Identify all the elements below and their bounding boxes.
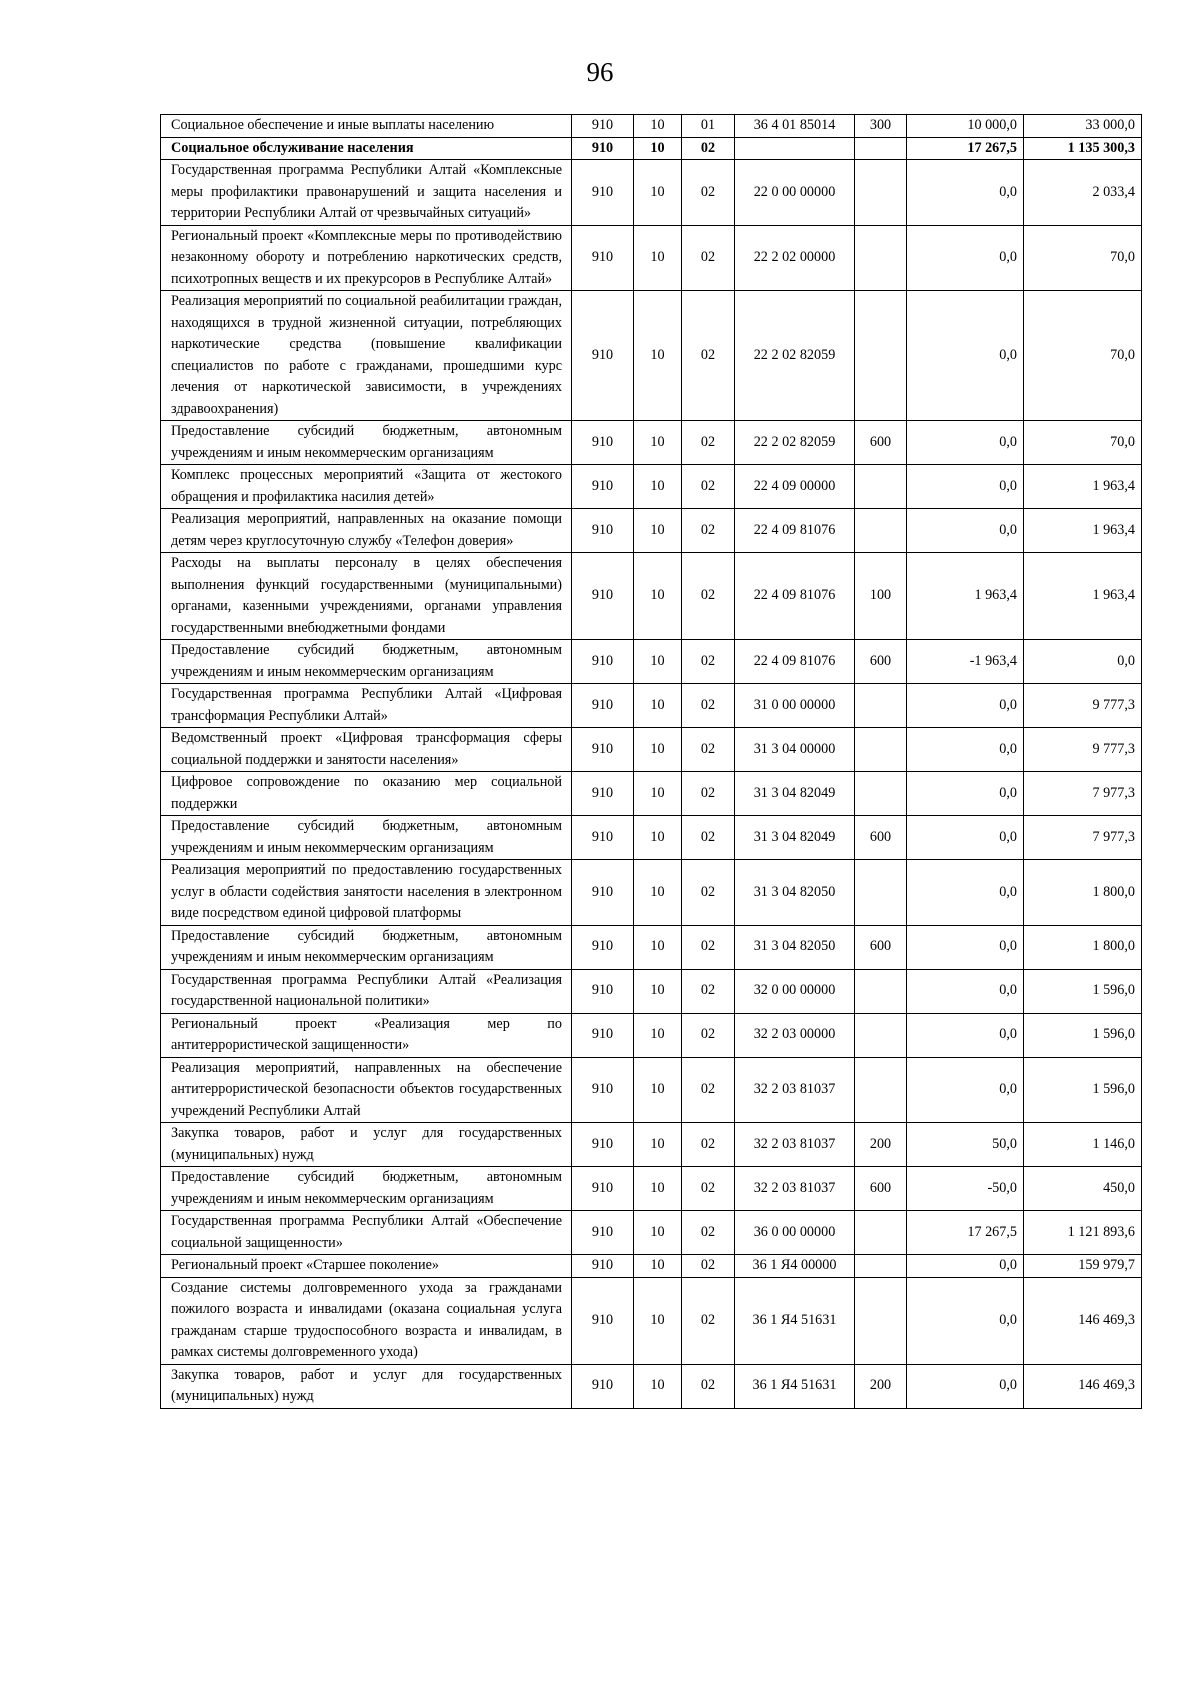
section-code-cell: 10 xyxy=(634,1255,682,1278)
section-code-cell: 10 xyxy=(634,115,682,138)
target-article-cell: 22 2 02 82059 xyxy=(735,291,855,421)
subsection-code-cell: 02 xyxy=(682,728,735,772)
subsection-code-cell: 02 xyxy=(682,1123,735,1167)
table-row xyxy=(161,969,1142,1013)
subsection-code-cell: 02 xyxy=(682,465,735,509)
section-code-cell: 10 xyxy=(634,160,682,226)
total-amount-cell: 7 977,3 xyxy=(1024,772,1142,816)
ministry-code-cell: 910 xyxy=(572,772,634,816)
total-amount-cell: 33 000,0 xyxy=(1024,115,1142,138)
subsection-code-cell: 02 xyxy=(682,225,735,291)
total-amount-cell: 0,0 xyxy=(1024,640,1142,684)
total-amount-cell: 450,0 xyxy=(1024,1167,1142,1211)
row-name-cell: Государственная программа Республики Алтай «Реализация государственной национальной политики» xyxy=(161,969,572,1013)
row-name-cell: Предоставление субсидий бюджетным, автономным учреждениям и иным некоммерческим организациям xyxy=(161,640,572,684)
section-code-cell: 10 xyxy=(634,772,682,816)
ministry-code-cell: 910 xyxy=(572,115,634,138)
subsection-code-cell: 01 xyxy=(682,115,735,138)
section-code-cell: 10 xyxy=(634,1167,682,1211)
change-amount-cell: 17 267,5 xyxy=(907,1211,1024,1255)
total-amount-cell: 1 800,0 xyxy=(1024,860,1142,926)
total-amount-cell: 7 977,3 xyxy=(1024,816,1142,860)
ministry-code-cell: 910 xyxy=(572,1057,634,1123)
expense-type-cell xyxy=(855,1013,907,1057)
table-row xyxy=(161,509,1142,553)
section-code-cell: 10 xyxy=(634,860,682,926)
total-amount-cell: 9 777,3 xyxy=(1024,728,1142,772)
table-row xyxy=(161,421,1142,465)
row-name-cell: Реализация мероприятий по предоставлению государственных услуг в области содействия занятости населения в электронном виде посредством единой цифровой платформы xyxy=(161,860,572,926)
section-code-cell: 10 xyxy=(634,137,682,160)
expense-type-cell xyxy=(855,860,907,926)
expense-type-cell xyxy=(855,137,907,160)
table-row xyxy=(161,1364,1142,1408)
change-amount-cell: 0,0 xyxy=(907,925,1024,969)
ministry-code-cell: 910 xyxy=(572,816,634,860)
change-amount-cell: 0,0 xyxy=(907,160,1024,226)
total-amount-cell: 1 800,0 xyxy=(1024,925,1142,969)
expense-type-cell xyxy=(855,772,907,816)
total-amount-cell: 2 033,4 xyxy=(1024,160,1142,226)
change-amount-cell: 0,0 xyxy=(907,728,1024,772)
section-code-cell: 10 xyxy=(634,509,682,553)
subsection-code-cell: 02 xyxy=(682,1255,735,1278)
change-amount-cell: -1 963,4 xyxy=(907,640,1024,684)
row-name-cell: Социальное обеспечение и иные выплаты населению xyxy=(161,115,572,138)
total-amount-cell: 70,0 xyxy=(1024,225,1142,291)
change-amount-cell: 0,0 xyxy=(907,421,1024,465)
section-code-cell: 10 xyxy=(634,728,682,772)
section-code-cell: 10 xyxy=(634,421,682,465)
ministry-code-cell: 910 xyxy=(572,860,634,926)
change-amount-cell: 0,0 xyxy=(907,1277,1024,1364)
expense-type-cell xyxy=(855,160,907,226)
table-row xyxy=(161,291,1142,421)
target-article-cell: 32 2 03 81037 xyxy=(735,1123,855,1167)
change-amount-cell: 0,0 xyxy=(907,816,1024,860)
target-article-cell: 31 3 04 82050 xyxy=(735,925,855,969)
subsection-code-cell: 02 xyxy=(682,816,735,860)
target-article-cell: 31 3 04 82049 xyxy=(735,772,855,816)
target-article-cell: 31 0 00 00000 xyxy=(735,684,855,728)
ministry-code-cell: 910 xyxy=(572,1211,634,1255)
change-amount-cell: 1 963,4 xyxy=(907,553,1024,640)
row-name-cell: Региональный проект «Старшее поколение» xyxy=(161,1255,572,1278)
table-row xyxy=(161,640,1142,684)
row-name-cell: Государственная программа Республики Алтай «Цифровая трансформация Республики Алтай» xyxy=(161,684,572,728)
ministry-code-cell: 910 xyxy=(572,291,634,421)
target-article-cell: 32 2 03 81037 xyxy=(735,1167,855,1211)
expense-type-cell xyxy=(855,1211,907,1255)
ministry-code-cell: 910 xyxy=(572,1364,634,1408)
subsection-code-cell: 02 xyxy=(682,160,735,226)
subsection-code-cell: 02 xyxy=(682,421,735,465)
target-article-cell: 36 0 00 00000 xyxy=(735,1211,855,1255)
ministry-code-cell: 910 xyxy=(572,1123,634,1167)
section-code-cell: 10 xyxy=(634,291,682,421)
target-article-cell: 22 4 09 81076 xyxy=(735,509,855,553)
table-row xyxy=(161,1167,1142,1211)
target-article-cell: 36 1 Я4 00000 xyxy=(735,1255,855,1278)
section-code-cell: 10 xyxy=(634,1364,682,1408)
row-name-cell: Социальное обслуживание населения xyxy=(161,137,572,160)
ministry-code-cell: 910 xyxy=(572,1013,634,1057)
table-row xyxy=(161,115,1142,138)
expense-type-cell xyxy=(855,225,907,291)
table-row xyxy=(161,772,1142,816)
ministry-code-cell: 910 xyxy=(572,509,634,553)
row-name-cell: Реализация мероприятий по социальной реабилитации граждан, находящихся в трудной жизненной ситуации, потребляющих наркотические средства (повышение квалификации специалистов по работе с гражданами, прошедшими курс лечения от наркотической зависимости, в учреждениях здравоохранения) xyxy=(161,291,572,421)
change-amount-cell: 0,0 xyxy=(907,509,1024,553)
ministry-code-cell: 910 xyxy=(572,1277,634,1364)
target-article-cell: 36 1 Я4 51631 xyxy=(735,1364,855,1408)
change-amount-cell: 50,0 xyxy=(907,1123,1024,1167)
subsection-code-cell: 02 xyxy=(682,509,735,553)
row-name-cell: Ведомственный проект «Цифровая трансформация сферы социальной поддержки и занятости населения» xyxy=(161,728,572,772)
section-code-cell: 10 xyxy=(634,684,682,728)
expense-type-cell xyxy=(855,1277,907,1364)
total-amount-cell: 1 596,0 xyxy=(1024,969,1142,1013)
target-article-cell: 31 3 04 82049 xyxy=(735,816,855,860)
total-amount-cell: 70,0 xyxy=(1024,291,1142,421)
expense-type-cell: 600 xyxy=(855,640,907,684)
row-name-cell: Государственная программа Республики Алтай «Обеспечение социальной защищенности» xyxy=(161,1211,572,1255)
change-amount-cell: 0,0 xyxy=(907,1364,1024,1408)
ministry-code-cell: 910 xyxy=(572,969,634,1013)
section-code-cell: 10 xyxy=(634,553,682,640)
target-article-cell: 36 1 Я4 51631 xyxy=(735,1277,855,1364)
table-row xyxy=(161,1211,1142,1255)
subsection-code-cell: 02 xyxy=(682,684,735,728)
budget-table-body xyxy=(161,115,1142,1409)
row-name-cell: Государственная программа Республики Алтай «Комплексные меры профилактики правонарушений и защита населения и территории Республики Алтай от чрезвычайных ситуаций» xyxy=(161,160,572,226)
expense-type-cell xyxy=(855,465,907,509)
change-amount-cell: 17 267,5 xyxy=(907,137,1024,160)
row-name-cell: Создание системы долговременного ухода за гражданами пожилого возраста и инвалидами (оказана социальная услуга гражданам старше трудоспособного возраста и инвалидам, в рамках системы долговременного ухода) xyxy=(161,1277,572,1364)
expense-type-cell xyxy=(855,291,907,421)
row-name-cell: Предоставление субсидий бюджетным, автономным учреждениям и иным некоммерческим организациям xyxy=(161,925,572,969)
change-amount-cell: 0,0 xyxy=(907,684,1024,728)
table-row xyxy=(161,684,1142,728)
subsection-code-cell: 02 xyxy=(682,291,735,421)
row-name-cell: Предоставление субсидий бюджетным, автономным учреждениям и иным некоммерческим организациям xyxy=(161,421,572,465)
section-code-cell: 10 xyxy=(634,1057,682,1123)
target-article-cell: 22 4 09 81076 xyxy=(735,553,855,640)
subsection-code-cell: 02 xyxy=(682,1057,735,1123)
expense-type-cell: 600 xyxy=(855,816,907,860)
table-row xyxy=(161,1057,1142,1123)
change-amount-cell: 10 000,0 xyxy=(907,115,1024,138)
ministry-code-cell: 910 xyxy=(572,553,634,640)
subsection-code-cell: 02 xyxy=(682,640,735,684)
change-amount-cell: 0,0 xyxy=(907,1057,1024,1123)
expense-type-cell: 600 xyxy=(855,421,907,465)
subsection-code-cell: 02 xyxy=(682,1364,735,1408)
subsection-code-cell: 02 xyxy=(682,553,735,640)
row-name-cell: Региональный проект «Реализация мер по антитеррористической защищенности» xyxy=(161,1013,572,1057)
expense-type-cell: 200 xyxy=(855,1123,907,1167)
target-article-cell: 22 0 00 00000 xyxy=(735,160,855,226)
ministry-code-cell: 910 xyxy=(572,225,634,291)
ministry-code-cell: 910 xyxy=(572,925,634,969)
change-amount-cell: 0,0 xyxy=(907,465,1024,509)
expense-type-cell: 300 xyxy=(855,115,907,138)
row-name-cell: Закупка товаров, работ и услуг для государственных (муниципальных) нужд xyxy=(161,1364,572,1408)
section-code-cell: 10 xyxy=(634,816,682,860)
change-amount-cell: 0,0 xyxy=(907,225,1024,291)
target-article-cell: 22 2 02 00000 xyxy=(735,225,855,291)
table-row xyxy=(161,1013,1142,1057)
table-row xyxy=(161,728,1142,772)
total-amount-cell: 1 596,0 xyxy=(1024,1013,1142,1057)
target-article-cell: 32 2 03 00000 xyxy=(735,1013,855,1057)
table-row xyxy=(161,1277,1142,1364)
change-amount-cell: 0,0 xyxy=(907,1013,1024,1057)
row-name-cell: Предоставление субсидий бюджетным, автономным учреждениям и иным некоммерческим организациям xyxy=(161,816,572,860)
total-amount-cell: 146 469,3 xyxy=(1024,1277,1142,1364)
section-code-cell: 10 xyxy=(634,465,682,509)
ministry-code-cell: 910 xyxy=(572,137,634,160)
total-amount-cell: 70,0 xyxy=(1024,421,1142,465)
row-name-cell: Реализация мероприятий, направленных на обеспечение антитеррористической безопасности объектов государственных учреждений Республики Алтай xyxy=(161,1057,572,1123)
total-amount-cell: 9 777,3 xyxy=(1024,684,1142,728)
table-row xyxy=(161,1123,1142,1167)
subsection-code-cell: 02 xyxy=(682,925,735,969)
expense-type-cell xyxy=(855,1057,907,1123)
ministry-code-cell: 910 xyxy=(572,728,634,772)
table-row xyxy=(161,137,1142,160)
section-code-cell: 10 xyxy=(634,1013,682,1057)
expense-type-cell: 100 xyxy=(855,553,907,640)
ministry-code-cell: 910 xyxy=(572,1255,634,1278)
table-row xyxy=(161,816,1142,860)
target-article-cell: 22 4 09 00000 xyxy=(735,465,855,509)
subsection-code-cell: 02 xyxy=(682,860,735,926)
subsection-code-cell: 02 xyxy=(682,969,735,1013)
target-article-cell: 36 4 01 85014 xyxy=(735,115,855,138)
change-amount-cell: 0,0 xyxy=(907,772,1024,816)
target-article-cell: 31 3 04 82050 xyxy=(735,860,855,926)
change-amount-cell: 0,0 xyxy=(907,969,1024,1013)
target-article-cell: 32 2 03 81037 xyxy=(735,1057,855,1123)
total-amount-cell: 1 596,0 xyxy=(1024,1057,1142,1123)
table-row xyxy=(161,225,1142,291)
target-article-cell: 22 2 02 82059 xyxy=(735,421,855,465)
row-name-cell: Расходы на выплаты персоналу в целях обеспечения выполнения функций государственными (муниципальными) органами, казенными учреждениями, органами управления государственными внебюджетными фондами xyxy=(161,553,572,640)
total-amount-cell: 1 146,0 xyxy=(1024,1123,1142,1167)
expense-type-cell: 200 xyxy=(855,1364,907,1408)
table-row xyxy=(161,553,1142,640)
expense-type-cell: 600 xyxy=(855,925,907,969)
expense-type-cell xyxy=(855,969,907,1013)
total-amount-cell: 1 963,4 xyxy=(1024,465,1142,509)
ministry-code-cell: 910 xyxy=(572,640,634,684)
target-article-cell xyxy=(735,137,855,160)
row-name-cell: Региональный проект «Комплексные меры по противодействию незаконному обороту и потреблению наркотических средств, психотропных веществ и их прекурсоров в Республике Алтай» xyxy=(161,225,572,291)
target-article-cell: 32 0 00 00000 xyxy=(735,969,855,1013)
expense-type-cell xyxy=(855,1255,907,1278)
ministry-code-cell: 910 xyxy=(572,1167,634,1211)
section-code-cell: 10 xyxy=(634,1277,682,1364)
ministry-code-cell: 910 xyxy=(572,684,634,728)
section-code-cell: 10 xyxy=(634,969,682,1013)
subsection-code-cell: 02 xyxy=(682,1013,735,1057)
total-amount-cell: 1 963,4 xyxy=(1024,553,1142,640)
total-amount-cell: 1 135 300,3 xyxy=(1024,137,1142,160)
table-row xyxy=(161,925,1142,969)
row-name-cell: Реализация мероприятий, направленных на оказание помощи детям через круглосуточную службу «Телефон доверия» xyxy=(161,509,572,553)
subsection-code-cell: 02 xyxy=(682,137,735,160)
section-code-cell: 10 xyxy=(634,925,682,969)
ministry-code-cell: 910 xyxy=(572,465,634,509)
target-article-cell: 31 3 04 00000 xyxy=(735,728,855,772)
subsection-code-cell: 02 xyxy=(682,772,735,816)
expense-type-cell xyxy=(855,684,907,728)
total-amount-cell: 159 979,7 xyxy=(1024,1255,1142,1278)
change-amount-cell: 0,0 xyxy=(907,860,1024,926)
page-number: 96 xyxy=(586,57,614,87)
total-amount-cell: 1 963,4 xyxy=(1024,509,1142,553)
ministry-code-cell: 910 xyxy=(572,160,634,226)
change-amount-cell: 0,0 xyxy=(907,1255,1024,1278)
table-row xyxy=(161,465,1142,509)
section-code-cell: 10 xyxy=(634,1123,682,1167)
expense-type-cell: 600 xyxy=(855,1167,907,1211)
budget-table xyxy=(160,114,1142,1409)
subsection-code-cell: 02 xyxy=(682,1211,735,1255)
row-name-cell: Цифровое сопровождение по оказанию мер социальной поддержки xyxy=(161,772,572,816)
total-amount-cell: 1 121 893,6 xyxy=(1024,1211,1142,1255)
table-row xyxy=(161,1255,1142,1278)
section-code-cell: 10 xyxy=(634,1211,682,1255)
table-row xyxy=(161,160,1142,226)
row-name-cell: Комплекс процессных мероприятий «Защита от жестокого обращения и профилактика насилия детей» xyxy=(161,465,572,509)
ministry-code-cell: 910 xyxy=(572,421,634,465)
section-code-cell: 10 xyxy=(634,225,682,291)
expense-type-cell xyxy=(855,728,907,772)
section-code-cell: 10 xyxy=(634,640,682,684)
change-amount-cell: 0,0 xyxy=(907,291,1024,421)
row-name-cell: Предоставление субсидий бюджетным, автономным учреждениям и иным некоммерческим организациям xyxy=(161,1167,572,1211)
subsection-code-cell: 02 xyxy=(682,1277,735,1364)
expense-type-cell xyxy=(855,509,907,553)
change-amount-cell: -50,0 xyxy=(907,1167,1024,1211)
table-row xyxy=(161,860,1142,926)
total-amount-cell: 146 469,3 xyxy=(1024,1364,1142,1408)
subsection-code-cell: 02 xyxy=(682,1167,735,1211)
target-article-cell: 22 4 09 81076 xyxy=(735,640,855,684)
row-name-cell: Закупка товаров, работ и услуг для государственных (муниципальных) нужд xyxy=(161,1123,572,1167)
